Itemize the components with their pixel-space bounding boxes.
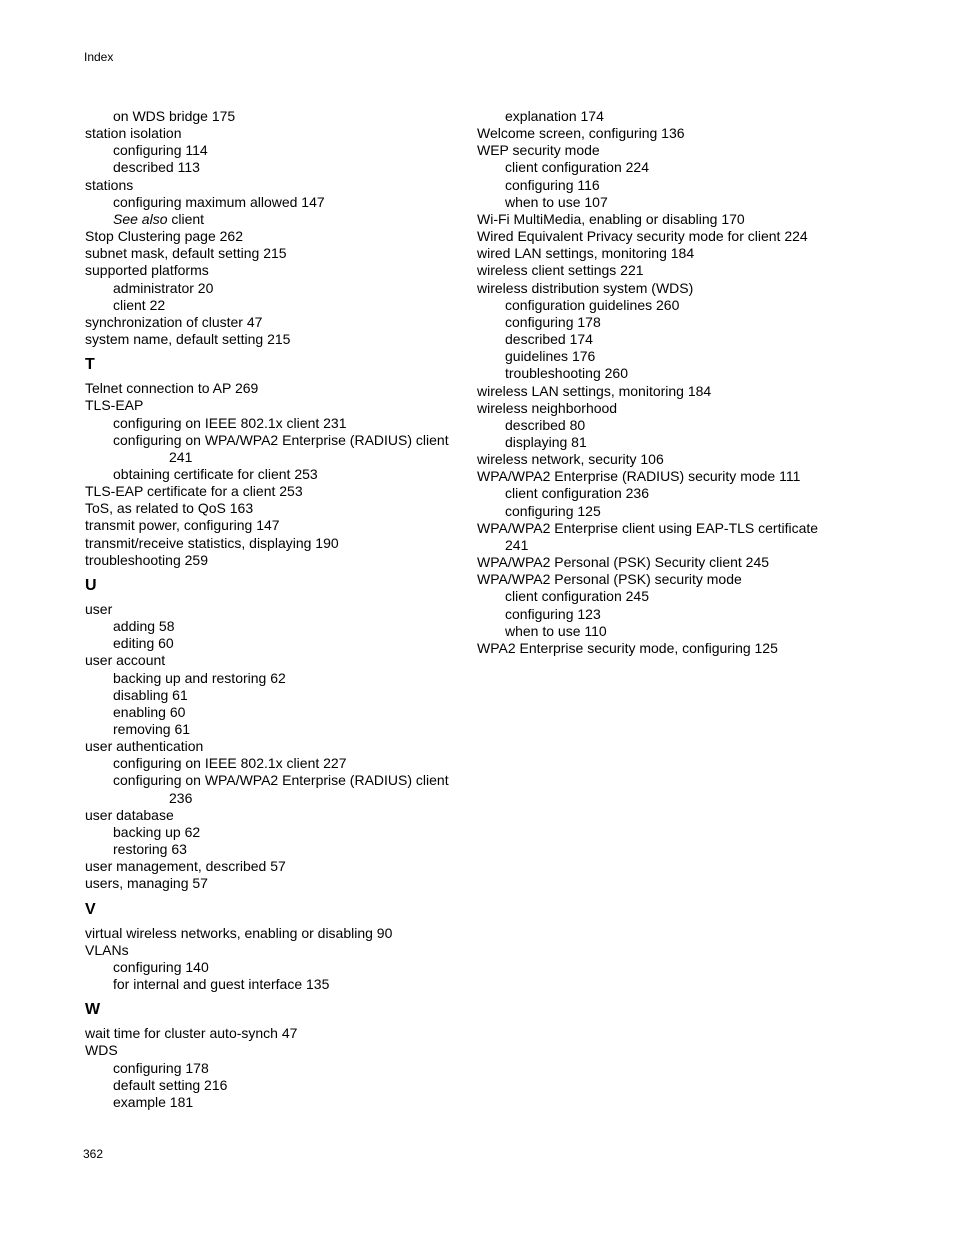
index-entry: wireless LAN settings, monitoring 184 [477,382,712,399]
index-subentry: configuring maximum allowed 147 [113,193,325,210]
index-subentry: adding 58 [113,618,175,635]
index-entry: wireless network, security 106 [477,451,664,468]
index-entry: ToS, as related to QoS 163 [85,500,254,517]
index-subentry: default setting 216 [113,1076,228,1093]
index-subentry: backing up and restoring 62 [113,669,286,686]
index-entry: transmit power, configuring 147 [85,517,280,534]
index-subentry: configuration guidelines 260 [505,296,680,313]
index-entry: subnet mask, default setting 215 [85,245,287,262]
index-subentry: client configuration 224 [505,159,649,176]
index-subentry: enabling 60 [113,703,186,720]
index-subentry: obtaining certificate for client 253 [113,465,318,482]
index-subentry: configuring 114 [113,142,208,159]
running-header: Index [84,50,114,64]
index-entry: synchronization of cluster 47 [85,313,263,330]
index-see-also [85,211,465,228]
index-entry: user database [85,806,174,823]
index-subentry: described 174 [505,331,593,348]
index-entry: Wi-Fi MultiMedia, enabling or disabling 170 [477,210,745,227]
index-subentry: disabling 61 [113,686,188,703]
index-entry: WPA/WPA2 Enterprise client using EAP-TLS certificate [477,519,819,536]
index-column-left [85,108,465,1111]
index-subentry: configuring on WPA/WPA2 Enterprise (RADIUS) client [113,431,449,448]
index-letter-heading: U [85,576,97,594]
index-subentry: displaying 81 [505,433,587,450]
index-subentry: configuring 178 [505,313,601,330]
index-subentry: configuring 178 [113,1059,209,1076]
index-subentry: removing 61 [113,721,191,737]
index-entry: system name, default setting 215 [85,331,291,348]
index-subentry: client 22 [113,296,166,313]
index-entry: WEP security mode [477,142,600,159]
index-entry: WPA2 Enterprise security mode, configuring 125 [477,639,778,656]
index-entry: users, managing 57 [85,875,208,892]
index-subentry: for internal and guest interface 135 [113,976,330,993]
index-subentry: troubleshooting 260 [505,365,628,382]
index-entry: wireless distribution system (WDS) [477,279,694,296]
index-entry: supported platforms [85,262,209,279]
index-subentry: editing 60 [113,635,174,652]
index-subentry: on WDS bridge 175 [113,108,236,124]
index-entry: WDS [85,1042,118,1059]
index-entry: user management, described 57 [85,858,286,875]
page-number: 362 [83,1147,104,1161]
index-continuation: 241 [169,448,193,465]
index-entry: Welcome screen, configuring 136 [477,125,685,142]
index-letter-heading: W [85,1001,101,1019]
index-entry: wait time for cluster auto-synch 47 [85,1025,298,1042]
index-entry: user account [85,652,166,669]
index-letter-heading: V [85,900,96,918]
index-entry: stations [85,176,134,193]
index-subentry: example 181 [113,1093,194,1110]
index-entry: wired LAN settings, monitoring 184 [477,245,695,262]
index-entry: station isolation [85,125,182,142]
index-subentry: when to use 110 [505,622,607,639]
index-entry: user [85,600,113,617]
index-entry: WPA/WPA2 Personal (PSK) Security client 245 [477,554,770,571]
index-entry: troubleshooting 259 [85,551,208,568]
index-column-right [477,108,877,657]
index-subentry: described 113 [113,159,200,176]
index-letter-heading: T [85,356,95,374]
index-subentry: when to use 107 [505,193,608,210]
index-subentry: configuring on IEEE 802.1x client 227 [113,755,347,772]
index-subentry: client configuration 236 [505,485,649,502]
index-entry: WPA/WPA2 Personal (PSK) security mode [477,571,742,588]
index-entry: virtual wireless networks, enabling or disabling 90 [85,924,393,941]
index-subentry: backing up 62 [113,823,201,840]
index-subentry: explanation 174 [505,108,604,124]
index-subentry: configuring on IEEE 802.1x client 231 [113,414,347,431]
index-entry: Stop Clustering page 262 [85,228,243,245]
index-entry: transmit/receive statistics, displaying 190 [85,534,339,551]
index-entry: wireless client settings 221 [477,262,644,279]
index-entry: wireless neighborhood [477,399,618,416]
index-entry: VLANs [85,941,129,958]
index-entry: Telnet connection to AP 269 [85,380,259,397]
see-also-label: See also [113,210,168,227]
index-subentry: configuring on WPA/WPA2 Enterprise (RADIUS) client [113,772,449,789]
index-subentry: configuring 116 [505,176,600,193]
index-entry: WPA/WPA2 Enterprise (RADIUS) security mode 111 [477,468,801,485]
index-entry: user authentication [85,738,204,755]
index-subentry: 241 [505,536,529,553]
index-subentry: client configuration 245 [505,588,649,605]
index-subentry: configuring 125 [505,502,601,519]
index-subentry: configuring 123 [505,605,601,622]
index-subentry: configuring 140 [113,958,209,975]
see-also-target: client [167,210,205,227]
index-entry: TLS-EAP [85,397,144,414]
index-subentry: administrator 20 [113,279,214,296]
index-entry: TLS-EAP certificate for a client 253 [85,483,303,500]
index-entry: Wired Equivalent Privacy security mode for client 224 [477,228,808,245]
index-subentry: restoring 63 [113,841,187,858]
index-subentry: described 80 [505,416,586,433]
index-subentry: guidelines 176 [505,348,596,365]
index-continuation: 236 [169,789,193,806]
